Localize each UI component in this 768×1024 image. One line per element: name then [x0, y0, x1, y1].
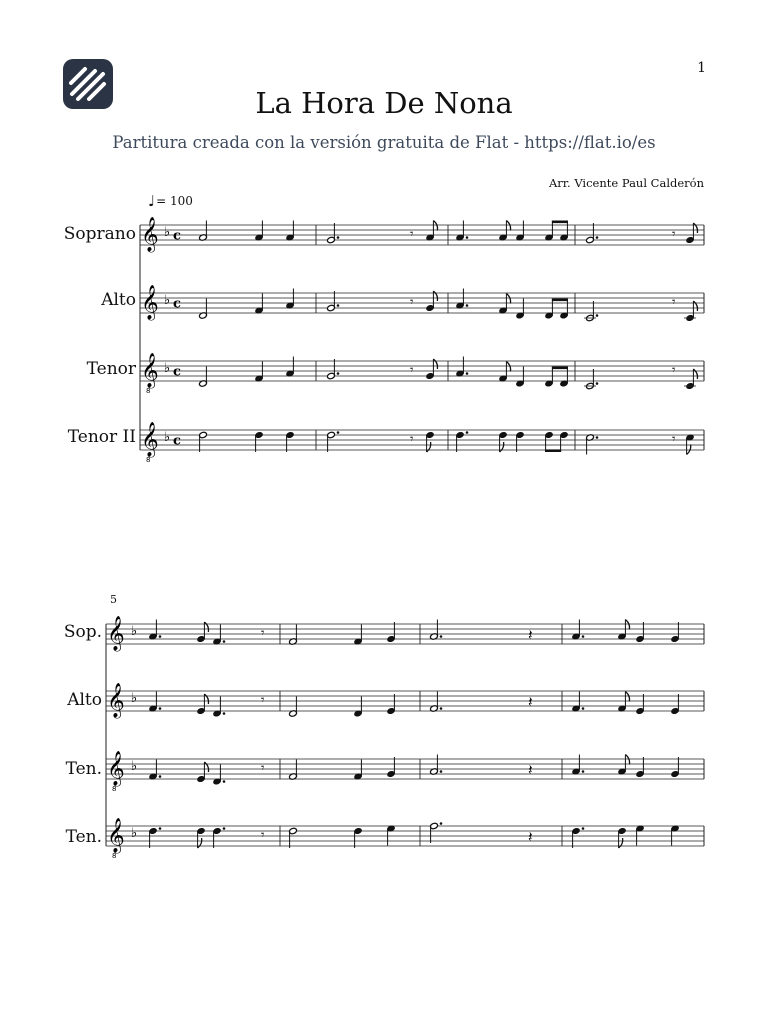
augmentation-dot	[159, 635, 162, 638]
note-beam	[552, 299, 568, 302]
common-time-signature: c	[173, 364, 181, 380]
note-flag	[204, 694, 208, 704]
augmentation-dot	[337, 304, 340, 307]
treble-clef-icon: 𝄞	[107, 616, 125, 651]
part-label-ten2-short: Ten.	[65, 827, 102, 847]
quarter-rest: 𝄽	[528, 626, 533, 644]
part-label-sop-short: Sop.	[63, 622, 102, 642]
note-flag	[433, 291, 437, 301]
augmentation-dot	[440, 822, 443, 825]
clef-octave-marker: 8	[146, 456, 151, 464]
eighth-rest: 𝄾	[261, 693, 265, 708]
note-beam	[552, 367, 568, 370]
key-signature-flat: ♭	[131, 624, 138, 639]
augmentation-dot	[466, 304, 469, 307]
augmentation-dot	[440, 635, 443, 638]
note-flag	[433, 221, 437, 231]
augmentation-dot	[223, 780, 226, 783]
system-1	[140, 217, 704, 464]
note-beam	[552, 221, 568, 224]
note-flag	[693, 301, 697, 311]
note-flag	[625, 692, 629, 702]
score-subtitle: Partitura creada con la versión gratuita de Flat - https://flat.io/es	[112, 133, 656, 152]
key-signature-flat: ♭	[164, 225, 171, 240]
note-flag	[506, 362, 510, 372]
part-label-alto-short: Alto	[67, 690, 102, 710]
augmentation-dot	[159, 827, 162, 830]
tempo-value: = 100	[156, 194, 193, 208]
note-beam	[545, 449, 561, 452]
note-flag	[687, 445, 691, 455]
treble-clef-icon: 𝄞	[107, 818, 125, 853]
augmentation-dot	[223, 712, 226, 715]
augmentation-dot	[337, 236, 340, 239]
quarter-note-icon: ♩	[148, 192, 156, 210]
augmentation-dot	[466, 236, 469, 239]
note-flag	[506, 294, 510, 304]
augmentation-dot	[466, 372, 469, 375]
augmentation-dot	[596, 382, 599, 385]
eighth-rest: 𝄾	[410, 432, 414, 447]
augmentation-dot	[337, 431, 340, 434]
score-title: La Hora De Nona	[255, 86, 513, 120]
note-flag	[427, 442, 431, 452]
treble-clef-icon: 𝄞	[141, 422, 159, 457]
eighth-rest: 𝄾	[410, 227, 414, 242]
eighth-rest: 𝄾	[672, 363, 676, 378]
clef-octave-marker: 8	[146, 387, 151, 395]
clef-octave-marker: 8	[112, 785, 117, 793]
treble-clef-icon: 𝄞	[141, 353, 159, 388]
note-flag	[204, 622, 208, 632]
augmentation-dot	[440, 707, 443, 710]
note-flag	[693, 223, 697, 233]
augmentation-dot	[582, 707, 585, 710]
note-flag	[500, 442, 504, 452]
augmentation-dot	[440, 770, 443, 773]
quarter-rest: 𝄽	[528, 693, 533, 711]
clef-octave-marker: 8	[112, 852, 117, 860]
eighth-rest: 𝄾	[410, 363, 414, 378]
quarter-rest: 𝄽	[528, 828, 533, 846]
quarter-rest: 𝄽	[528, 761, 533, 779]
augmentation-dot	[582, 770, 585, 773]
part-label-soprano: Soprano	[63, 224, 136, 244]
note-flag	[198, 838, 202, 848]
augmentation-dot	[582, 635, 585, 638]
augmentation-dot	[466, 431, 469, 434]
eighth-rest: 𝄾	[261, 828, 265, 843]
common-time-signature: c	[173, 228, 181, 244]
key-signature-flat: ♭	[164, 293, 171, 308]
part-label-tenor: Tenor	[86, 359, 136, 379]
augmentation-dot	[223, 640, 226, 643]
eighth-rest: 𝄾	[672, 295, 676, 310]
augmentation-dot	[337, 372, 340, 375]
key-signature-flat: ♭	[131, 826, 138, 841]
note-flag	[433, 359, 437, 369]
measure-number: 5	[110, 593, 117, 606]
eighth-rest: 𝄾	[410, 295, 414, 310]
system-2	[106, 616, 704, 860]
eighth-rest: 𝄾	[261, 761, 265, 776]
augmentation-dot	[596, 436, 599, 439]
common-time-signature: c	[173, 296, 181, 312]
eighth-rest: 𝄾	[261, 626, 265, 641]
part-label-tenor-ii: Tenor II	[67, 427, 136, 447]
note-flag	[204, 762, 208, 772]
key-signature-flat: ♭	[131, 691, 138, 706]
key-signature-flat: ♭	[164, 361, 171, 376]
eighth-rest: 𝄾	[672, 227, 676, 242]
treble-clef-icon: 𝄞	[141, 217, 159, 252]
note-flag	[693, 369, 697, 379]
page-number: 1	[697, 60, 706, 76]
note-flag	[619, 838, 623, 848]
arranger-credit: Arr. Vicente Paul Calderón	[548, 176, 704, 190]
eighth-rest: 𝄾	[672, 432, 676, 447]
treble-clef-icon: 𝄞	[141, 285, 159, 320]
augmentation-dot	[596, 236, 599, 239]
augmentation-dot	[159, 707, 162, 710]
note-flag	[625, 620, 629, 630]
key-signature-flat: ♭	[164, 430, 171, 445]
part-label-alto: Alto	[101, 290, 136, 310]
note-flag	[506, 221, 510, 231]
note-flag	[625, 755, 629, 765]
augmentation-dot	[159, 775, 162, 778]
augmentation-dot	[223, 827, 226, 830]
common-time-signature: c	[173, 433, 181, 449]
treble-clef-icon: 𝄞	[107, 751, 125, 786]
part-label-ten-short: Ten.	[65, 759, 102, 779]
key-signature-flat: ♭	[131, 759, 138, 774]
treble-clef-icon: 𝄞	[107, 683, 125, 718]
augmentation-dot	[596, 314, 599, 317]
augmentation-dot	[582, 827, 585, 830]
